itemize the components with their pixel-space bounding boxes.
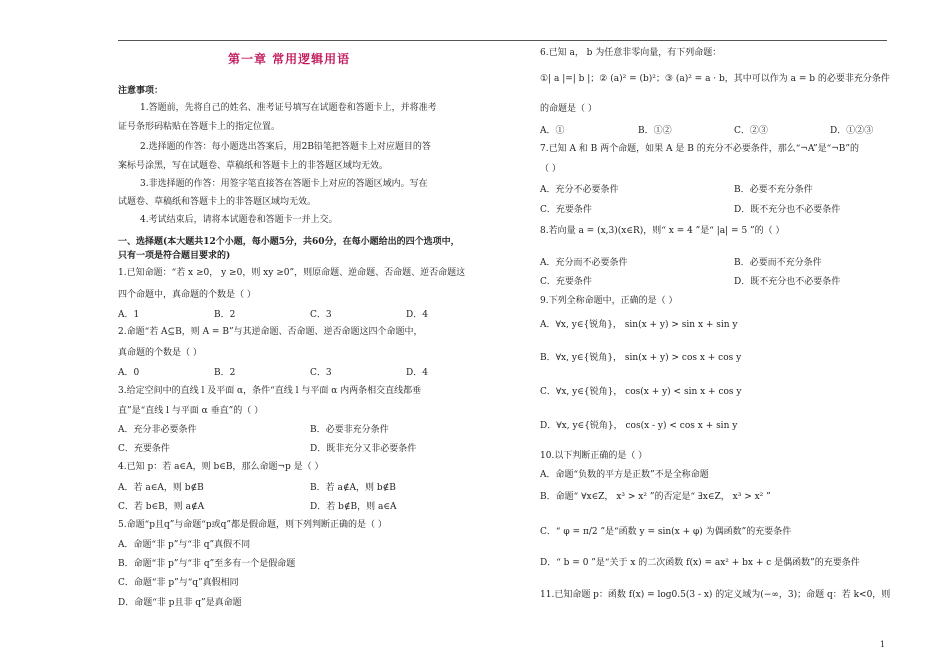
q5-option-a: A．命题“非 p”与“非 q”真假不同 xyxy=(118,540,251,550)
notice-heading: 注意事项： xyxy=(118,86,164,96)
chapter-title: 第一章 常用逻辑用语 xyxy=(228,52,351,66)
page-number: 1 xyxy=(880,640,886,649)
notice-2-line-2: 案标号涂黑，写在试题卷、草稿纸和答题卡上的非答题区域均无效。 xyxy=(118,161,389,171)
q2-option-d: D．4 xyxy=(406,368,428,378)
notice-1-line-1: 1.答题前，先将自己的姓名、准考证号填写在试题卷和答题卡上，并将准考 xyxy=(140,103,437,113)
q1-option-d: D．4 xyxy=(406,310,428,320)
q1-option-c: C．3 xyxy=(310,310,332,320)
section-heading-line-1: 一、选择题(本大题共12个小题，每小题5分，共60分，在每小题给出的四个选项中， xyxy=(118,237,460,247)
q7-stem-line-2: （ ） xyxy=(540,164,561,174)
q7-stem-line-1: 7.已知 A 和 B 两个命题，如果 A 是 B 的充分不必要条件，那么“¬A”是“¬B”的 xyxy=(540,144,859,154)
q5-option-d: D．命题“非 p且非 q”是真命题 xyxy=(118,598,242,608)
header-rule xyxy=(118,40,887,41)
section-heading-line-2: 只有一项是符合题目要求的) xyxy=(118,251,231,261)
q5-option-c: C．命题“非 p”与“q”真假相同 xyxy=(118,578,239,588)
q4-stem: 4.已知 p：若 a∈A，则 b∈B，那么命题¬p 是（ ） xyxy=(118,462,324,472)
q8-option-a: A．充分而不必要条件 xyxy=(540,258,628,268)
q2-option-a: A．0 xyxy=(118,368,140,378)
q3-option-b: B．必要非充分条件 xyxy=(310,425,389,435)
q9-option-a: A．∀x, y∈{锐角}， sin(x + y) > sin x + sin y xyxy=(540,320,738,330)
q2-option-c: C．3 xyxy=(310,368,332,378)
q9-option-d: D．∀x, y∈{锐角}， cos(x - y) < cos x + sin y xyxy=(540,421,738,431)
q8-option-c: C．充要条件 xyxy=(540,277,592,287)
q6-option-c: C．②③ xyxy=(734,126,768,136)
q9-option-c: C．∀x, y∈{锐角}， cos(x + y) < sin x + cos y xyxy=(540,387,742,397)
notice-4: 4.考试结束后，请将本试题卷和答题卡一并上交。 xyxy=(140,215,338,225)
q5-option-b: B．命题“非 p”与“非 q”至多有一个是假命题 xyxy=(118,559,296,569)
q7-option-c: C．充要条件 xyxy=(540,205,592,215)
q3-option-d: D．既非充分又非必要条件 xyxy=(310,444,417,454)
q2-stem-line-2: 真命题的个数是（ ） xyxy=(118,348,202,358)
q3-stem-line-2: 直”是“直线 l 与平面 α 垂直”的（ ） xyxy=(118,406,264,416)
q10-option-c: C．“ φ = π/2 ”是“函数 y = sin(x + φ) 为偶函数”的充要条件 xyxy=(540,527,792,537)
q11-stem: 11.已知命题 p：函数 f(x) = log0.5(3 - x) 的定义域为(−∞，3)；命题 q：若 k<0，则 xyxy=(540,590,891,600)
q9-option-b: B．∀x, y∈{锐角}， sin(x + y) > cos x + cos y xyxy=(540,353,742,363)
q7-option-a: A．充分不必要条件 xyxy=(540,185,619,195)
q4-option-c: C．若 b∈B，则 a∉A xyxy=(118,502,205,512)
q6-stem-line-2: ①| a |=| b |；② (a)² = (b)²；③ (a)² = a · b，其中可以作为 a = b 的必要非充分条件 xyxy=(540,74,890,84)
q3-stem-line-1: 3.给定空间中的直线 l 及平面 α，条件“直线 l 与平面 α 内两条相交直线都垂 xyxy=(118,386,422,396)
q5-stem: 5.命题“p且q”与命题“p或q”都是假命题，则下列判断正确的是（ ） xyxy=(118,520,387,530)
q6-stem-line-1: 6.已知 a， b 为任意非零向量，有下列命题： xyxy=(540,48,722,58)
notice-3-line-1: 3.非选择题的作答：用签字笔直接答在答题卡上对应的答题区域内。写在 xyxy=(140,179,428,189)
q3-option-c: C．充要条件 xyxy=(118,444,170,454)
q1-option-b: B．2 xyxy=(214,310,236,320)
q8-option-b: B．必要而不充分条件 xyxy=(734,258,822,268)
q2-stem-line-1: 2.命题“若 A⊆B，则 A = B”与其逆命题、否命题、逆否命题这四个命题中， xyxy=(118,327,423,337)
q1-stem-line-1: 1.已知命题：“若 x ≥0， y ≥0，则 xy ≥0”，则原命题、逆命题、否命题、逆否命题这 xyxy=(118,268,466,278)
q4-option-b: B．若 a∉A，则 b∉B xyxy=(310,483,396,493)
q4-option-d: D．若 b∉B，则 a∈A xyxy=(310,502,397,512)
q8-stem: 8.若向量 a = (x,3)(x∈R)，则“ x = 4 ”是“ |a| = 5 ”的（ ） xyxy=(540,226,785,236)
q3-option-a: A．充分非必要条件 xyxy=(118,425,197,435)
q1-stem-line-2: 四个命题中，真命题的个数是（ ） xyxy=(118,290,256,300)
q10-stem: 10.以下判断正确的是（ ） xyxy=(540,451,648,461)
q10-option-b: B．命题“ ∀x∈Z， x³ > x² ”的否定是“ ∃x∈Z， x³ > x² ” xyxy=(540,492,771,502)
q7-option-b: B．必要不充分条件 xyxy=(734,185,813,195)
notice-3-line-2: 试题卷、草稿纸和答题卡上的非答题区域均无效。 xyxy=(118,197,317,207)
q8-option-d: D．既不充分也不必要条件 xyxy=(734,277,841,287)
q4-option-a: A．若 a∈A，则 b∉B xyxy=(118,483,204,493)
q6-option-d: D．①②③ xyxy=(830,126,874,136)
q6-stem-line-3: 的命题是（ ） xyxy=(540,104,597,114)
q7-option-d: D．既不充分也不必要条件 xyxy=(734,205,841,215)
q6-option-a: A．① xyxy=(540,126,565,136)
q10-option-d: D．“ b = 0 ”是“关于 x 的二次函数 f(x) = ax² + bx + c 是偶函数”的充要条件 xyxy=(540,558,860,568)
notice-1-line-2: 证号条形码粘贴在答题卡上的指定位置。 xyxy=(118,122,281,132)
q9-stem: 9.下列全称命题中，正确的是（ ） xyxy=(540,296,678,306)
q10-option-a: A．命题“负数的平方是正数”不是全称命题 xyxy=(540,470,709,480)
q2-option-b: B．2 xyxy=(214,368,236,378)
notice-2-line-1: 2.选择题的作答：每小题选出答案后，用2B铅笔把答题卡上对应题目的答 xyxy=(140,142,431,152)
q6-option-b: B．①② xyxy=(638,126,672,136)
q1-option-a: A．1 xyxy=(118,310,140,320)
